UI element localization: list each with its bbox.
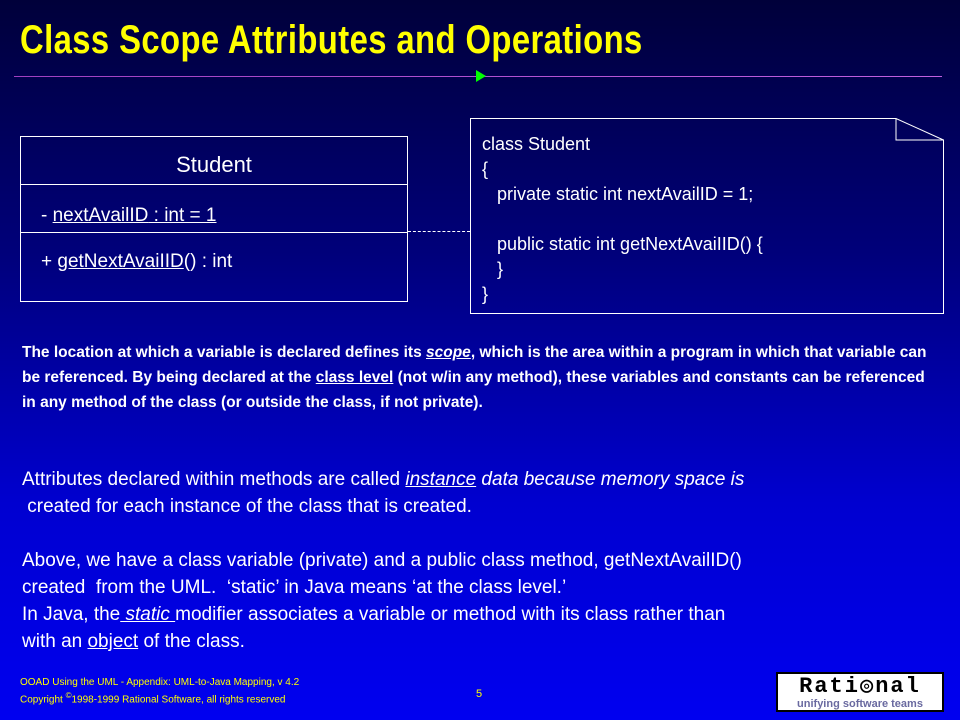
footer [20,676,299,706]
code-line: private static int nextAvailID = 1; [482,184,754,204]
para1-text: , which is the area within a program in which that variable can be referenced. By being declared at the [22,344,927,386]
text: modifier associates a variable or method with its class rather than [175,604,726,625]
logo-tagline: unifying software teams [797,698,923,710]
code-line: } [482,259,504,279]
body-paragraphs [22,466,950,655]
code-block [482,132,763,307]
copyright-symbol: © [65,691,72,700]
op-visibility: + [41,251,58,272]
op-name: getNextAvaiIID [57,251,184,272]
line [22,628,950,655]
para1-text: (not w/in any method), these variables and constants can be referenced in any method of the class (or outside the class, if not private). [22,369,925,411]
text: of the class. [138,631,245,652]
line [22,601,950,628]
code-line: } [482,284,489,304]
attr-name: nextAvailID [52,205,149,226]
uml-class-name: Student [21,137,407,185]
object-term: object [87,631,139,652]
uml-operation [21,233,407,291]
footer-copyright [20,689,299,706]
code-line: class Student [482,134,591,154]
text: with an [22,631,88,652]
rule-arrow-icon [476,70,486,82]
class-level-term: class level [315,369,394,386]
rational-logo [776,672,944,712]
slide-title: Class Scope Attributes and Operations [20,18,643,62]
spacer [22,520,950,547]
code-line: { [482,159,489,179]
footer-course: OOAD Using the UML - Appendix: UML-to-Java Mapping, v 4.2 [20,677,300,688]
attr-type: : int = 1 [148,205,217,226]
instance-term: instance [405,469,477,490]
line [22,466,950,493]
op-signature: () : int [183,251,233,272]
uml-attribute [21,185,407,233]
scope-term: scope [426,344,471,361]
line: created for each instance of the class that is created. [22,496,472,517]
text: In Java, the [22,604,121,625]
logo-word: Rati◎nal [799,674,921,699]
uml-class-box [20,136,408,302]
line: created from the UML. ‘static’ in Java means ‘at the class level.’ [22,577,567,598]
note-connector [408,231,470,232]
line: Above, we have a class variable (private) and a public class method, getNextAvailID() [22,550,742,571]
scope-paragraph [22,340,942,415]
text: 1998-1999 Rational Software, all rights reserved [71,694,286,706]
code-line [482,207,763,232]
text: Attributes declared within methods are called [22,469,406,490]
attr-visibility: - [41,205,53,226]
text: Copyright [20,694,66,706]
text: data because memory space is [476,469,745,490]
static-term: static [120,604,176,625]
para1-text: The location at which a variable is declared defines its [22,344,426,361]
page-number: 5 [476,688,483,700]
code-note [470,118,944,314]
code-line: public static int getNextAvaiIID() { [482,234,763,254]
